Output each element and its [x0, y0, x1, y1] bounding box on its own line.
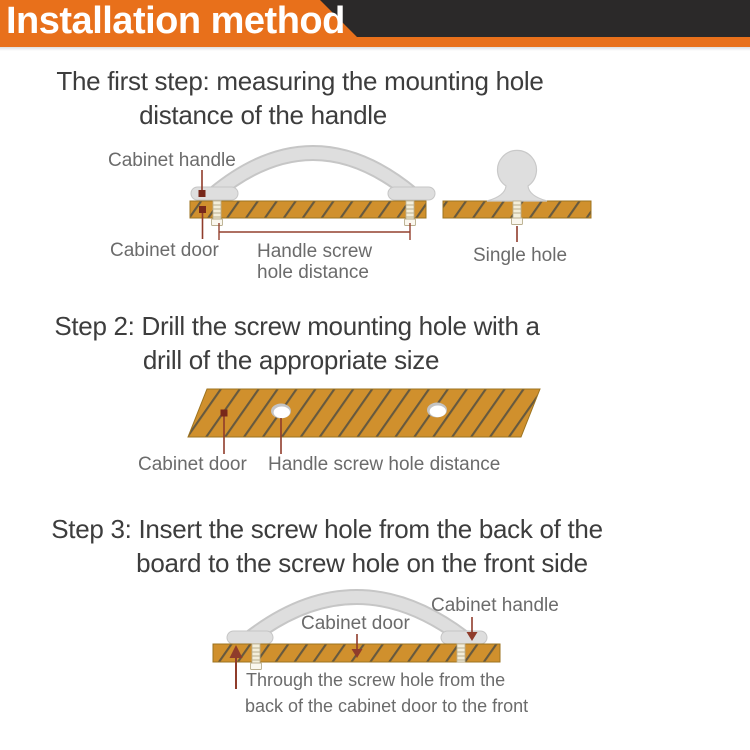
label-screw-distance: Handle screw hole distance	[268, 454, 501, 475]
drill-hole-graphic	[271, 404, 291, 419]
step2-heading-line2: drill of the appropriate size	[142, 345, 440, 375]
label-single-hole: Single hole	[473, 245, 568, 266]
knob-graphic	[487, 150, 547, 201]
caption-line1: Through the screw hole from the	[246, 670, 506, 690]
screw-graphic	[212, 201, 223, 226]
step1-diagram	[190, 150, 591, 242]
label-handle-screw-line2: hole distance	[257, 262, 369, 283]
drill-hole-graphic	[427, 403, 447, 418]
cabinet-board-graphic	[190, 201, 426, 218]
label-cabinet-door: Cabinet door	[110, 240, 219, 261]
label-handle-screw-line1: Handle screw	[257, 241, 373, 262]
label-cabinet-handle: Cabinet handle	[431, 595, 559, 616]
drilled-board-graphic	[188, 389, 540, 437]
screw-graphic	[405, 201, 416, 226]
screw-graphic	[457, 644, 466, 662]
step1-heading-line1: The first step: measuring the mounting hole	[56, 66, 544, 96]
label-cabinet-door: Cabinet door	[138, 454, 247, 475]
step3-heading-line2: board to the screw hole on the front side	[136, 548, 588, 578]
label-cabinet-handle: Cabinet handle	[108, 150, 236, 171]
screw-graphic	[512, 201, 523, 225]
step2-diagram	[188, 389, 540, 454]
screw-graphic	[251, 644, 262, 670]
label-cabinet-door: Cabinet door	[301, 613, 410, 634]
caption-line2: back of the cabinet door to the front	[245, 696, 529, 716]
step2-heading-line1: Step 2: Drill the screw mounting hole with a	[54, 311, 540, 341]
dimension-line	[219, 223, 410, 240]
step3-heading-line1: Step 3: Insert the screw hole from the back of the	[51, 514, 603, 544]
step1-heading-line2: distance of the handle	[139, 100, 387, 130]
page-title: Installation method	[6, 0, 345, 42]
